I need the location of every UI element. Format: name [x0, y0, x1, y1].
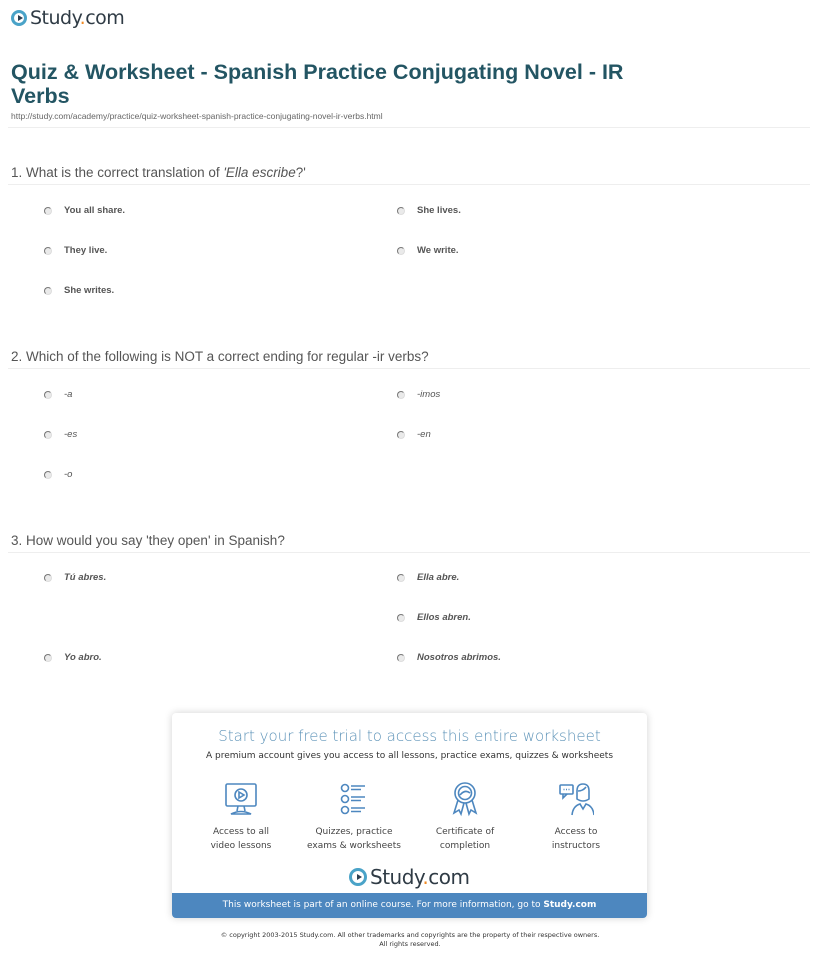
q2-option[interactable] — [44, 429, 77, 440]
radio-button[interactable] — [44, 431, 52, 439]
q1-option[interactable] — [397, 205, 461, 216]
option-label: Nosotros abrimos. — [417, 652, 501, 663]
option-label: -a — [64, 389, 73, 400]
copyright-line: All rights reserved. — [379, 940, 441, 948]
free-trial-promo — [172, 713, 647, 918]
q1-option[interactable] — [44, 245, 107, 256]
logo-wordmark: Study.com — [30, 7, 125, 29]
certificate-ribbon-icon — [447, 781, 483, 817]
feature-instructors — [521, 781, 631, 853]
radio-button[interactable] — [44, 471, 52, 479]
question-1-text: 1. What is the correct translation of 'Ella escribe?' — [11, 165, 306, 180]
option-label: She writes. — [64, 285, 115, 296]
feature-label: exams & worksheets — [307, 841, 401, 851]
feature-label: instructors — [551, 841, 601, 851]
option-label: Tú abres. — [64, 572, 107, 583]
feature-label: Access to all — [212, 827, 270, 837]
play-circle-icon — [11, 10, 27, 26]
q3-option[interactable] — [44, 652, 102, 663]
option-label: You all share. — [64, 205, 126, 216]
quiz-list-icon — [336, 781, 372, 817]
option-label: They live. — [64, 245, 108, 256]
feature-label: Access to — [554, 827, 598, 837]
study-logo[interactable] — [11, 7, 124, 29]
promo-subtitle: A premium account gives you access to all lessons, practice exams, quizzes & worksheets — [205, 751, 614, 761]
q2-option[interactable] — [44, 389, 72, 400]
feature-quizzes — [299, 781, 409, 853]
radio-button[interactable] — [397, 574, 405, 582]
logo-wordmark: Study.com — [370, 865, 470, 889]
feature-certificate — [410, 781, 520, 853]
option-label: She lives. — [417, 205, 461, 216]
page-url: http://study.com/academy/practice/quiz-worksheet-spanish-practice-conjugating-novel-ir-verbs.html — [11, 111, 383, 121]
radio-button[interactable] — [397, 614, 405, 622]
feature-label: Certificate of — [435, 827, 495, 837]
radio-button[interactable] — [44, 207, 52, 215]
option-label: -o — [64, 469, 73, 480]
question-3-text: 3. How would you say 'they open' in Spanish? — [11, 533, 285, 548]
q2-option[interactable] — [397, 389, 440, 400]
option-label: Ella abre. — [417, 572, 460, 583]
feature-label: Quizzes, practice — [315, 827, 393, 837]
divider — [8, 368, 810, 369]
question-2-text: 2. Which of the following is NOT a correct ending for regular -ir verbs? — [11, 349, 429, 364]
divider — [8, 184, 810, 185]
video-monitor-icon — [223, 781, 259, 817]
radio-button[interactable] — [44, 247, 52, 255]
study-com-link[interactable]: Study.com — [543, 900, 597, 910]
radio-button[interactable] — [44, 287, 52, 295]
q3-option[interactable] — [44, 572, 106, 583]
q3-option[interactable] — [397, 652, 501, 663]
q3-option[interactable] — [397, 612, 471, 623]
radio-button[interactable] — [44, 654, 52, 662]
option-label: Yo abro. — [64, 652, 102, 663]
q1-option[interactable] — [44, 285, 114, 296]
option-label: -en — [417, 429, 431, 440]
divider — [8, 552, 810, 553]
divider — [8, 127, 810, 128]
radio-button[interactable] — [397, 431, 405, 439]
q1-option[interactable] — [44, 205, 125, 216]
radio-button[interactable] — [397, 247, 405, 255]
promo-title: Start your free trial to access this entire worksheet — [218, 727, 601, 745]
radio-button[interactable] — [397, 654, 405, 662]
q3-option[interactable] — [397, 572, 459, 583]
option-label: We write. — [417, 245, 459, 256]
radio-button[interactable] — [44, 574, 52, 582]
q2-option[interactable] — [397, 429, 431, 440]
instructor-chat-icon — [558, 781, 594, 817]
study-logo-promo[interactable] — [349, 865, 469, 889]
course-info-bar — [172, 893, 647, 918]
q2-option[interactable] — [44, 469, 72, 480]
option-label: -es — [64, 429, 78, 440]
play-circle-icon — [349, 868, 367, 886]
page-title: Quiz & Worksheet - Spanish Practice Conjugating Novel - IR Verbs — [11, 60, 624, 108]
radio-button[interactable] — [397, 391, 405, 399]
copyright-line: © copyright 2003-2015 Study.com. All other trademarks and copyrights are the property of their respective owners. — [220, 931, 600, 939]
q1-option[interactable] — [397, 245, 459, 256]
copyright-footer — [0, 931, 820, 949]
feature-video-lessons — [186, 781, 296, 853]
feature-label: completion — [439, 841, 491, 851]
radio-button[interactable] — [44, 391, 52, 399]
feature-label: video lessons — [210, 841, 272, 851]
option-label: Ellos abren. — [417, 612, 471, 623]
course-info-text: This worksheet is part of an online course. For more information, go to — [222, 900, 544, 910]
radio-button[interactable] — [397, 207, 405, 215]
option-label: -imos — [417, 389, 441, 400]
